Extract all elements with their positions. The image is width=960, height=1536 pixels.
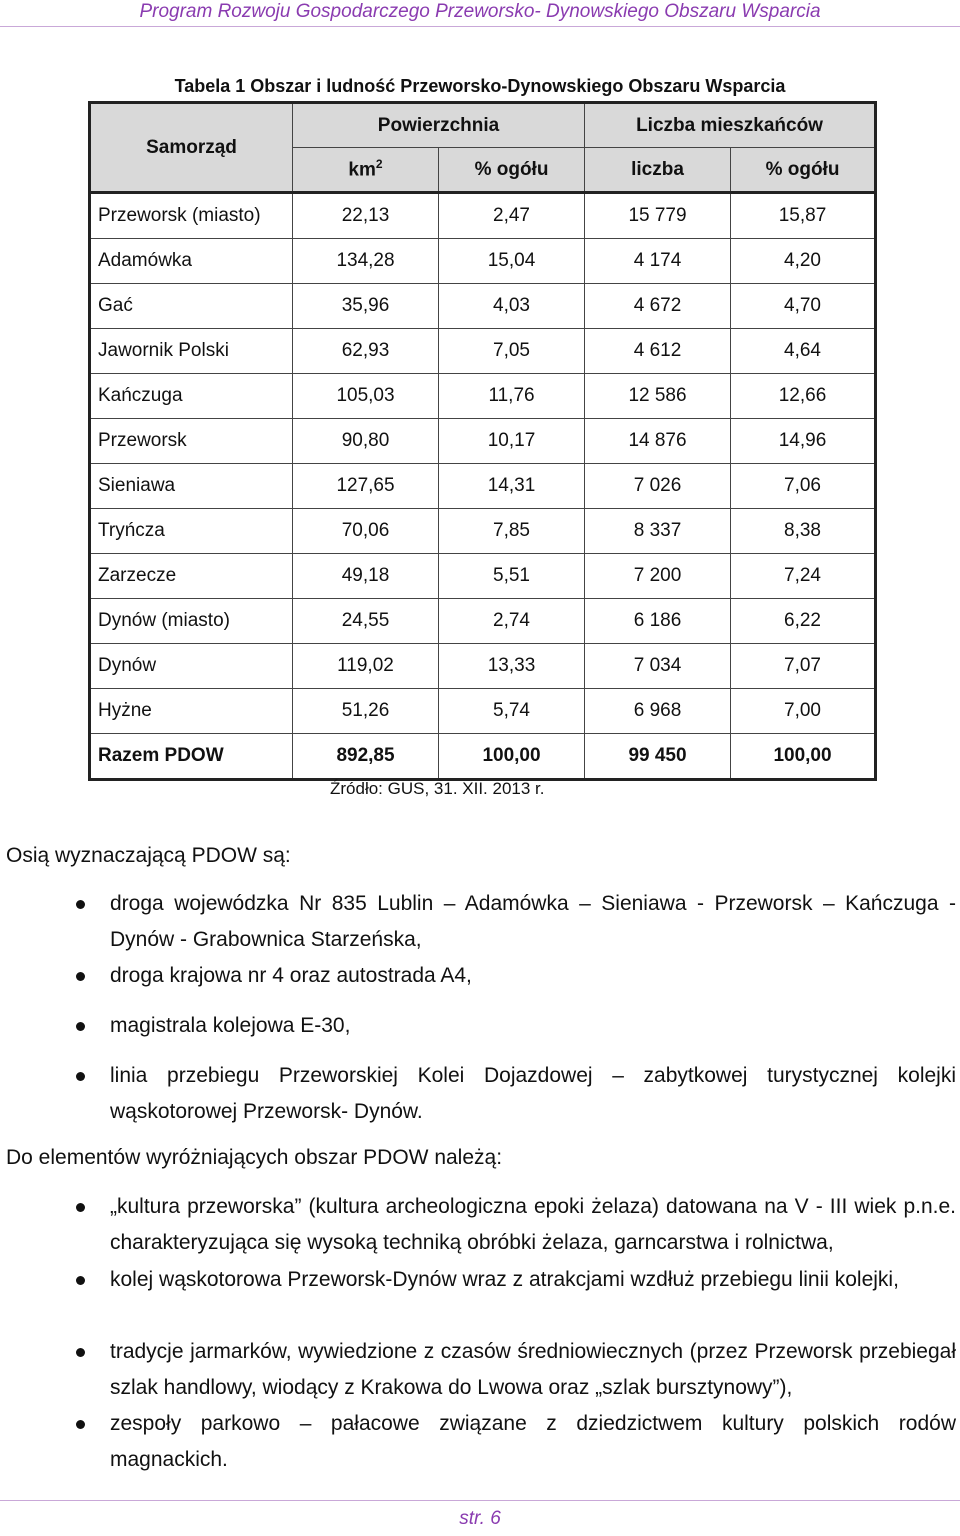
table-row — [90, 689, 876, 734]
table-row — [90, 554, 876, 599]
features-intro: Do elementów wyróżniających obszar PDOW należą: — [6, 1146, 503, 1169]
table-row — [90, 284, 876, 329]
list-item — [110, 1058, 956, 1130]
table-cell: 134,28 — [293, 239, 439, 284]
list-item-text: droga krajowa nr 4 oraz autostrada A4, — [110, 964, 472, 987]
header-km-text: km — [348, 159, 376, 181]
table-cell: 100,00 — [731, 734, 876, 780]
table-row — [90, 329, 876, 374]
cell-samorzad: Gać — [90, 284, 293, 329]
table-cell: 6 968 — [585, 689, 731, 734]
table-cell: 100,00 — [439, 734, 585, 780]
table-cell: 7,05 — [439, 329, 585, 374]
table-cell: 35,96 — [293, 284, 439, 329]
header-liczba: liczba — [585, 148, 731, 193]
table-cell: 6 186 — [585, 599, 731, 644]
table-cell: 7,07 — [731, 644, 876, 689]
table-body — [90, 193, 876, 780]
table-cell: 5,51 — [439, 554, 585, 599]
table-cell: 7,06 — [731, 464, 876, 509]
list-item — [110, 1008, 956, 1044]
list-item — [110, 958, 956, 994]
table-cell: 8,38 — [731, 509, 876, 554]
table-cell: 119,02 — [293, 644, 439, 689]
table-cell: 5,74 — [439, 689, 585, 734]
header-rule — [0, 26, 960, 27]
table-cell: 14 876 — [585, 419, 731, 464]
list-item-text: kolej wąskotorowa Przeworsk-Dynów wraz z atrakcjami wzdłuż przebiegu linii kolejki, — [110, 1268, 899, 1291]
cell-samorzad: Tryńcza — [90, 509, 293, 554]
bullet-icon — [76, 1203, 85, 1212]
list-item-text: tradycje jarmarków, wywiedzione z czasów średniowiecznych (przez Przeworsk przebiegał szlak handlowy, wiodący z Krakowa do Lwowa oraz „szlak bursztynowy”), — [110, 1340, 956, 1399]
table-cell: 51,26 — [293, 689, 439, 734]
cell-samorzad: Przeworsk (miasto) — [90, 193, 293, 239]
bullet-icon — [76, 1420, 85, 1429]
header-km2 — [293, 148, 439, 193]
list-item-text: zespoły parkowo – pałacowe związane z dziedzictwem kultury polskich rodów magnackich. — [110, 1412, 956, 1471]
table-total-row — [90, 734, 876, 780]
list-item — [110, 1406, 956, 1478]
table-cell: 7 200 — [585, 554, 731, 599]
list-item-text: droga wojewódzka Nr 835 Lublin – Adamówka – Sieniawa - Przeworsk – Kańczuga - Dynów - Grabownica Starzeńska, — [110, 892, 956, 951]
table-cell: 90,80 — [293, 419, 439, 464]
table-cell: 12,66 — [731, 374, 876, 419]
table-cell: 2,74 — [439, 599, 585, 644]
table-row — [90, 193, 876, 239]
bullet-icon — [76, 1348, 85, 1357]
bullet-icon — [76, 972, 85, 981]
page-header: Program Rozwoju Gospodarczego Przeworsko- Dynowskiego Obszaru Wsparcia — [139, 1, 821, 22]
table-row — [90, 509, 876, 554]
table-cell: 15 779 — [585, 193, 731, 239]
table-row — [90, 374, 876, 419]
table-cell: 22,13 — [293, 193, 439, 239]
table-cell: 7,00 — [731, 689, 876, 734]
table-cell: 4,03 — [439, 284, 585, 329]
list-item — [110, 886, 956, 958]
header-samorzad: Samorząd — [90, 103, 293, 193]
cell-samorzad: Sieniawa — [90, 464, 293, 509]
list-item-text: magistrala kolejowa E-30, — [110, 1014, 351, 1037]
table-cell: 4 174 — [585, 239, 731, 284]
table-cell: 7 026 — [585, 464, 731, 509]
bullet-icon — [76, 1276, 85, 1285]
table-cell: 6,22 — [731, 599, 876, 644]
table-cell: 2,47 — [439, 193, 585, 239]
table-cell: 10,17 — [439, 419, 585, 464]
table-cell: 12 586 — [585, 374, 731, 419]
header-pct-pop: % ogółu — [731, 148, 876, 193]
table-cell: 70,06 — [293, 509, 439, 554]
table-cell: 105,03 — [293, 374, 439, 419]
table-cell: 14,31 — [439, 464, 585, 509]
list-item — [110, 1189, 956, 1261]
list-item-text: linia przebiegu Przeworskiej Kolei Dojazdowej – zabytkowej turystycznej kolejki wąskotorowej Przeworsk- Dynów. — [110, 1064, 956, 1123]
header-km-sup: 2 — [375, 157, 383, 172]
header-pct-area: % ogółu — [439, 148, 585, 193]
table-cell: 892,85 — [293, 734, 439, 780]
cell-samorzad: Jawornik Polski — [90, 329, 293, 374]
cell-samorzad: Dynów (miasto) — [90, 599, 293, 644]
table-row — [90, 644, 876, 689]
bullet-icon — [76, 1022, 85, 1031]
table-cell: 11,76 — [439, 374, 585, 419]
table-cell: 24,55 — [293, 599, 439, 644]
bullet-icon — [76, 900, 85, 909]
cell-samorzad: Zarzecze — [90, 554, 293, 599]
table-cell: 62,93 — [293, 329, 439, 374]
list-item — [110, 1262, 956, 1298]
table-cell: 15,04 — [439, 239, 585, 284]
table-row — [90, 599, 876, 644]
table-cell: 4,70 — [731, 284, 876, 329]
table-cell: 4,20 — [731, 239, 876, 284]
table-cell: 7,85 — [439, 509, 585, 554]
table-row — [90, 419, 876, 464]
header-powierzchnia: Powierzchnia — [293, 103, 585, 148]
cell-samorzad: Dynów — [90, 644, 293, 689]
cell-samorzad: Przeworsk — [90, 419, 293, 464]
cell-samorzad: Razem PDOW — [90, 734, 293, 780]
table-cell: 7,24 — [731, 554, 876, 599]
axis-intro: Osią wyznaczającą PDOW są: — [6, 844, 291, 867]
cell-samorzad: Kańczuga — [90, 374, 293, 419]
list-item-text: „kultura przeworska” (kultura archeologiczna epoki żelaza) datowana na V - III wiek p.n.e. charakteryzująca się wysoką techniką obróbki żelaza, garncarstwa i rolnictwa, — [110, 1195, 956, 1254]
table-cell: 13,33 — [439, 644, 585, 689]
table-cell: 7 034 — [585, 644, 731, 689]
table-cell: 4 612 — [585, 329, 731, 374]
bullet-icon — [76, 1072, 85, 1081]
table-source: Źródło: GUS, 31. XII. 2013 r. — [330, 779, 545, 798]
table-cell: 4 672 — [585, 284, 731, 329]
cell-samorzad: Adamówka — [90, 239, 293, 284]
table-cell: 14,96 — [731, 419, 876, 464]
list-item — [110, 1334, 956, 1406]
table-row — [90, 464, 876, 509]
table-cell: 15,87 — [731, 193, 876, 239]
population-table — [88, 101, 877, 781]
header-ludnosc: Liczba mieszkańców — [585, 103, 876, 148]
table-cell: 8 337 — [585, 509, 731, 554]
table-cell: 49,18 — [293, 554, 439, 599]
table-caption: Tabela 1 Obszar i ludność Przeworsko-Dynowskiego Obszaru Wsparcia — [174, 76, 786, 96]
page-number: str. 6 — [459, 1508, 501, 1529]
table-cell: 127,65 — [293, 464, 439, 509]
cell-samorzad: Hyżne — [90, 689, 293, 734]
table-cell: 4,64 — [731, 329, 876, 374]
table-row — [90, 239, 876, 284]
footer-rule — [0, 1500, 960, 1501]
table-cell: 99 450 — [585, 734, 731, 780]
